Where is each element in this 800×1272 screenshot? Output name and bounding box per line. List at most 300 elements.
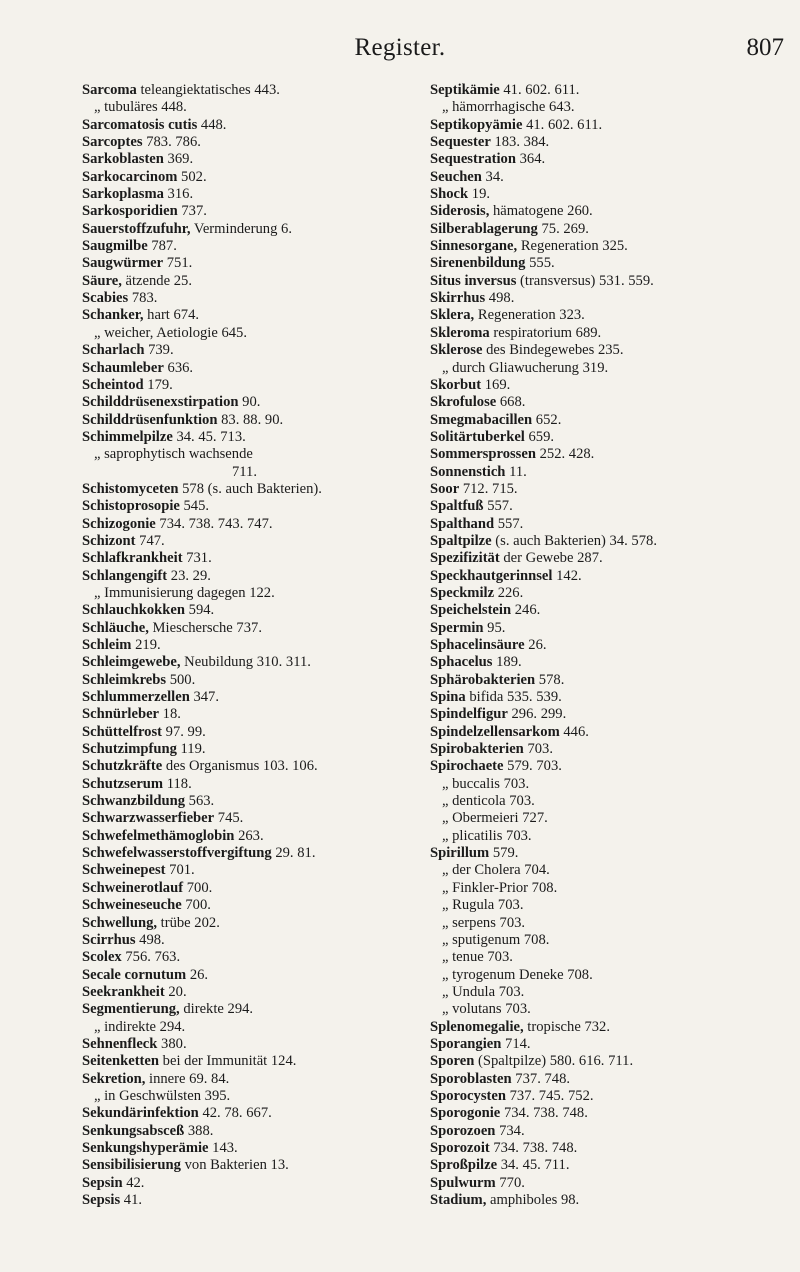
index-term: Sauerstoffzufuhr, xyxy=(82,220,191,237)
index-entry xyxy=(82,255,422,272)
index-entry xyxy=(82,325,422,342)
index-reference: (transversus) 531. 559. xyxy=(516,272,654,289)
index-term: Silberablagerung xyxy=(430,220,538,237)
index-reference: 18. xyxy=(159,706,181,723)
index-reference: 169. xyxy=(481,376,511,393)
index-term: Schutzkräfte xyxy=(82,758,163,775)
index-entry xyxy=(430,1036,790,1053)
index-term: Spulwurm xyxy=(430,1174,496,1191)
index-term: Skorbut xyxy=(430,376,482,393)
index-term: Senkungshyperämie xyxy=(82,1139,209,1156)
index-entry xyxy=(82,1019,422,1036)
index-reference: 75. 269. xyxy=(537,220,589,237)
index-reference: 183. 384. xyxy=(490,134,550,151)
index-entry xyxy=(430,273,790,290)
index-entry xyxy=(430,1053,790,1070)
index-reference: „ Immunisierung dagegen 122. xyxy=(94,584,275,601)
index-reference: 95. xyxy=(483,619,506,636)
index-reference: „ indirekte 294. xyxy=(94,1018,186,1035)
index-entry xyxy=(430,186,790,203)
index-term: Sepsin xyxy=(82,1174,123,1191)
index-term: Skrofulose xyxy=(430,394,497,411)
index-reference: 500. xyxy=(166,671,196,688)
index-entry xyxy=(430,1175,790,1192)
index-term: Senkungsabsceß xyxy=(82,1122,185,1139)
index-entry xyxy=(82,602,422,619)
index-entry xyxy=(82,412,422,429)
index-entry xyxy=(430,446,790,463)
index-entry xyxy=(430,377,790,394)
index-term: Schlummerzellen xyxy=(82,689,190,706)
index-reference: 179. xyxy=(143,376,173,393)
index-term: Skleroma xyxy=(430,324,490,341)
index-term: Septikämie xyxy=(430,82,500,98)
index-entry xyxy=(82,1157,422,1174)
index-term: Sklerose xyxy=(430,342,483,359)
index-reference: 42. xyxy=(122,1174,145,1191)
index-reference: 747. xyxy=(135,532,165,549)
index-entry xyxy=(430,342,790,359)
index-reference: 19. xyxy=(468,186,491,203)
index-term: Sporozoit xyxy=(430,1139,490,1156)
index-entry xyxy=(430,169,790,186)
index-reference: 364. xyxy=(515,151,546,168)
index-entry xyxy=(82,897,422,914)
index-term: Seitenketten xyxy=(82,1053,160,1070)
index-term: Schutzimpfung xyxy=(82,741,177,758)
index-term: Schizont xyxy=(82,532,136,549)
index-term: Sarcoptes xyxy=(82,134,143,151)
index-entry xyxy=(430,516,790,533)
index-entry xyxy=(82,862,422,879)
index-entry xyxy=(82,1175,422,1192)
index-reference: 119. xyxy=(176,741,206,758)
index-entry xyxy=(430,99,790,116)
index-entry xyxy=(430,793,790,810)
index-term: Sklera, xyxy=(430,307,475,324)
index-term: Spalthand xyxy=(430,515,495,532)
index-term: Schleim xyxy=(82,637,132,653)
index-entry xyxy=(82,758,422,775)
index-reference: innere 69. 84. xyxy=(145,1070,230,1087)
index-term: Schnürleber xyxy=(82,706,160,723)
index-entry xyxy=(82,498,422,515)
index-entry xyxy=(430,255,790,272)
index-term: Splenomegalie, xyxy=(430,1018,524,1035)
index-entry xyxy=(430,360,790,377)
index-reference: „ Obermeieri 727. xyxy=(442,810,548,827)
index-entry xyxy=(430,706,790,723)
index-reference: 668. xyxy=(496,394,526,411)
index-entry xyxy=(82,1071,422,1088)
index-term: Scharlach xyxy=(82,342,145,359)
index-entry xyxy=(82,169,422,186)
index-reference: 700. xyxy=(183,879,213,896)
index-reference: 737. xyxy=(177,203,207,220)
index-reference: 745. xyxy=(214,810,244,827)
index-reference: „ denticola 703. xyxy=(442,793,535,810)
index-reference: 787. xyxy=(147,238,177,255)
index-entry xyxy=(82,932,422,949)
index-reference: des Organismus 103. 106. xyxy=(162,758,318,775)
index-entry xyxy=(430,810,790,827)
index-entry xyxy=(82,828,422,845)
index-term: Septikopyämie xyxy=(430,116,523,133)
index-entry xyxy=(430,134,790,151)
index-reference: 263. xyxy=(234,827,264,844)
index-entry xyxy=(430,1192,790,1209)
index-term: Schutzserum xyxy=(82,775,164,792)
index-entry xyxy=(82,533,422,550)
index-term: Soor xyxy=(430,480,460,497)
index-term: Sommersprossen xyxy=(430,446,536,463)
index-reference: 594. xyxy=(185,602,215,619)
index-reference: 316. xyxy=(163,186,194,203)
index-reference: „ tenue 703. xyxy=(442,949,513,966)
index-reference: 41. 602. 611. xyxy=(522,116,603,133)
index-term: Spirobakterien xyxy=(430,741,524,758)
index-term: Saugmilbe xyxy=(82,238,148,255)
index-term: Sehnenfleck xyxy=(82,1035,158,1052)
index-reference: 578 (s. auch Bakterien). xyxy=(178,480,322,497)
index-term: Sporen xyxy=(430,1053,475,1070)
index-reference: 545. xyxy=(179,498,210,515)
index-term: Schüttelfrost xyxy=(82,723,162,740)
index-reference: 347. xyxy=(189,689,219,706)
index-entry xyxy=(430,1019,790,1036)
index-term: Spindelfigur xyxy=(430,706,508,723)
index-reference: „ tubuläres 448. xyxy=(94,99,187,116)
index-term: Sphärobakterien xyxy=(430,671,536,688)
index-term: Sarcomatosis cutis xyxy=(82,116,198,133)
index-entry xyxy=(82,1123,422,1140)
index-entry xyxy=(430,758,790,775)
index-reference: 446. xyxy=(559,723,589,740)
index-term: Solitärtuberkel xyxy=(430,428,525,445)
index-reference: „ weicher, Aetiologie 645. xyxy=(94,324,248,341)
index-reference: 388. xyxy=(184,1122,214,1139)
index-reference: 219. xyxy=(131,637,161,653)
index-term: Sarkosporidien xyxy=(82,203,178,220)
index-reference: 703. xyxy=(523,741,553,758)
index-reference: 555. xyxy=(525,255,555,272)
index-reference: „ buccalis 703. xyxy=(442,775,530,792)
index-entry xyxy=(82,845,422,862)
index-reference: 739. xyxy=(144,342,174,359)
index-term: Schläuche, xyxy=(82,619,149,636)
index-reference: „ sputigenum 708. xyxy=(442,931,550,948)
index-entry xyxy=(430,498,790,515)
index-entry xyxy=(430,550,790,567)
index-entry xyxy=(82,117,422,134)
index-entry xyxy=(82,706,422,723)
index-reference: trübe 202. xyxy=(157,914,220,931)
index-entry xyxy=(430,672,790,689)
index-entry xyxy=(430,1088,790,1105)
index-reference: 783. xyxy=(128,290,158,307)
index-term: Sinnesorgane, xyxy=(430,238,518,255)
index-term: Sphacelus xyxy=(430,654,493,671)
index-reference: „ Undula 703. xyxy=(442,983,525,1000)
index-entry xyxy=(430,637,790,654)
index-term: Stadium, xyxy=(430,1192,487,1208)
index-entry xyxy=(82,672,422,689)
index-term: Spaltfuß xyxy=(430,498,484,515)
index-reference: 34. 45. 711. xyxy=(497,1157,570,1174)
index-entry xyxy=(82,1105,422,1122)
index-entry xyxy=(82,880,422,897)
index-term: Smegmabacillen xyxy=(430,411,533,428)
index-term: Situs inversus xyxy=(430,272,517,289)
index-reference: 783. 786. xyxy=(142,134,201,151)
index-entry xyxy=(430,82,790,99)
index-reference: 498. xyxy=(135,931,165,948)
index-entry xyxy=(430,828,790,845)
index-column-right xyxy=(430,82,790,1209)
index-entry xyxy=(430,481,790,498)
index-term: Schweineseuche xyxy=(82,897,182,914)
index-term: Speckmilz xyxy=(430,584,495,601)
index-term: Sonnenstich xyxy=(430,463,506,480)
index-reference: Regeneration 323. xyxy=(474,307,585,324)
index-term: Schilddrüsenfunktion xyxy=(82,411,218,428)
index-reference: 83. 88. 90. xyxy=(217,411,284,428)
index-entry xyxy=(430,568,790,585)
index-entry xyxy=(82,151,422,168)
index-entry xyxy=(82,1053,422,1070)
index-entry xyxy=(430,845,790,862)
index-entry xyxy=(82,238,422,255)
index-term: Spermin xyxy=(430,619,484,636)
index-entry xyxy=(82,134,422,151)
index-entry xyxy=(430,585,790,602)
index-reference: 226. xyxy=(494,584,524,601)
index-term: Scheintod xyxy=(82,376,144,393)
index-term: Sequester xyxy=(430,134,491,151)
index-reference: ätzende 25. xyxy=(121,272,192,289)
index-entry xyxy=(82,307,422,324)
index-entry xyxy=(82,377,422,394)
page-number: 807 xyxy=(746,34,784,61)
index-entry xyxy=(430,394,790,411)
index-entry xyxy=(82,776,422,793)
index-reference: 498. xyxy=(485,290,515,307)
index-entry xyxy=(82,516,422,533)
index-reference: Neubildung 310. 311. xyxy=(180,654,311,671)
index-entry xyxy=(430,1157,790,1174)
index-term: Schlafkrankheit xyxy=(82,550,183,567)
index-entry xyxy=(430,1140,790,1157)
index-reference: 11. xyxy=(505,463,527,480)
index-reference: „ serpens 703. xyxy=(442,914,526,931)
index-entry xyxy=(82,620,422,637)
index-reference: 734. 738. 743. 747. xyxy=(155,515,273,532)
index-reference: bifida 535. 539. xyxy=(465,689,562,706)
index-entry xyxy=(430,741,790,758)
index-reference: bei der Immunität 124. xyxy=(159,1053,297,1070)
index-reference: 563. xyxy=(185,793,215,810)
index-entry xyxy=(430,620,790,637)
index-reference: „ der Cholera 704. xyxy=(442,862,550,879)
index-reference: der Gewebe 287. xyxy=(499,550,603,567)
index-entry xyxy=(82,186,422,203)
index-term: Schlangengift xyxy=(82,567,168,584)
index-entry xyxy=(430,533,790,550)
index-reference: 652. xyxy=(532,411,562,428)
index-entry xyxy=(430,897,790,914)
index-term: Skirrhus xyxy=(430,290,486,307)
index-reference: 380. xyxy=(157,1035,187,1052)
index-entry xyxy=(430,1105,790,1122)
index-entry xyxy=(430,464,790,481)
index-entry xyxy=(82,481,422,498)
index-reference: Regeneration 325. xyxy=(517,238,628,255)
index-reference: tropische 732. xyxy=(523,1018,610,1035)
index-reference: des Bindegewebes 235. xyxy=(482,342,624,359)
index-entry xyxy=(82,1088,422,1105)
index-column-left xyxy=(82,82,422,1209)
index-entry xyxy=(82,99,422,116)
index-entry xyxy=(430,776,790,793)
index-term: Seekrankheit xyxy=(82,983,165,1000)
index-term: Saugwürmer xyxy=(82,255,164,272)
index-term: Scirrhus xyxy=(82,931,136,948)
index-reference: 34. xyxy=(481,168,504,185)
index-reference: „ Finkler-Prior 708. xyxy=(442,879,558,896)
index-entry xyxy=(430,290,790,307)
index-entry xyxy=(82,654,422,671)
index-reference: 142. xyxy=(552,567,582,584)
index-reference: hämatogene 260. xyxy=(489,203,593,220)
index-entry xyxy=(82,1036,422,1053)
index-term: Spaltpilze xyxy=(430,532,492,549)
index-reference: 751. xyxy=(163,255,193,272)
index-reference: 714. xyxy=(501,1035,531,1052)
index-reference: 636. xyxy=(163,359,194,376)
index-reference: hart 674. xyxy=(143,307,200,324)
index-term: Sekundärinfektion xyxy=(82,1105,199,1122)
index-reference: 246. xyxy=(511,602,541,619)
index-reference: 448. xyxy=(197,116,227,133)
index-reference: 711. xyxy=(232,463,257,480)
index-term: Sarkoblasten xyxy=(82,151,164,168)
index-reference: „ plicatilis 703. xyxy=(442,827,532,844)
index-term: Siderosis, xyxy=(430,203,490,220)
index-entry xyxy=(82,394,422,411)
index-reference: 20. xyxy=(164,983,187,1000)
index-term: Sporozoen xyxy=(430,1122,496,1139)
index-reference: direkte 294. xyxy=(179,1001,254,1018)
index-reference: 701. xyxy=(165,862,195,879)
index-term: Speckhautgerinnsel xyxy=(430,567,553,584)
index-term: Schimmelpilze xyxy=(82,428,173,445)
index-term: Sporangien xyxy=(430,1035,502,1052)
index-term: Sequestration xyxy=(430,151,516,168)
index-reference: 90. xyxy=(238,394,261,411)
index-entry xyxy=(430,654,790,671)
index-entry xyxy=(82,446,422,463)
index-entry xyxy=(430,915,790,932)
index-term: Sarcoma xyxy=(82,82,137,98)
index-reference: 41. 602. 611. xyxy=(499,82,580,98)
index-term: Schanker, xyxy=(82,307,144,324)
index-reference: „ volutans 703. xyxy=(442,1001,531,1018)
index-term: Sphacelinsäure xyxy=(430,637,525,653)
index-reference: 659. xyxy=(524,428,555,445)
index-reference: 34. 45. 713. xyxy=(172,428,246,445)
index-reference: 26. xyxy=(186,966,209,983)
index-reference: 29. 81. xyxy=(271,845,316,862)
index-reference: 734. 738. 748. xyxy=(500,1105,588,1122)
index-reference: 770. xyxy=(495,1174,525,1191)
index-term: Sporogonie xyxy=(430,1105,501,1122)
index-entry xyxy=(82,360,422,377)
index-entry xyxy=(430,429,790,446)
index-term: Schweinerotlauf xyxy=(82,879,184,896)
page-header xyxy=(0,0,800,72)
index-term: Sporocysten xyxy=(430,1087,506,1104)
index-entry xyxy=(430,238,790,255)
index-entry xyxy=(430,880,790,897)
index-reference: 734. 738. 748. xyxy=(489,1139,578,1156)
index-reference: „ saprophytisch wachsende xyxy=(94,446,253,463)
index-entry xyxy=(82,429,422,446)
index-term: Schistomyceten xyxy=(82,480,179,497)
index-entry xyxy=(82,585,422,602)
index-reference: 502. xyxy=(177,168,207,185)
index-term: Schwarzwasserfieber xyxy=(82,810,215,827)
index-term: Schaumleber xyxy=(82,359,164,376)
index-reference: „ hämorrhagische 643. xyxy=(442,99,575,116)
index-reference: (s. auch Bakterien) 34. 578. xyxy=(491,532,657,549)
index-reference: 189. xyxy=(492,654,522,671)
index-entry xyxy=(430,967,790,984)
index-entry xyxy=(430,151,790,168)
index-reference: Verminderung 6. xyxy=(190,220,292,237)
index-term: Schweinepest xyxy=(82,862,166,879)
index-term: Sporoblasten xyxy=(430,1070,512,1087)
index-reference: 700. xyxy=(181,897,211,914)
index-entry xyxy=(430,724,790,741)
index-term: Sepsis xyxy=(82,1192,121,1208)
index-entry xyxy=(82,637,422,654)
index-term: Segmentierung, xyxy=(82,1001,180,1018)
index-entry xyxy=(430,984,790,1001)
index-entry xyxy=(430,932,790,949)
index-reference: 712. 715. xyxy=(459,480,518,497)
index-reference: 252. 428. xyxy=(535,446,595,463)
index-entry xyxy=(430,689,790,706)
index-entry xyxy=(82,1140,422,1157)
index-reference: (Spaltpilze) 580. 616. 711. xyxy=(474,1053,634,1070)
index-term: Spindelzellensarkom xyxy=(430,723,560,740)
index-entry xyxy=(430,221,790,238)
index-reference: „ in Geschwülsten 395. xyxy=(94,1087,231,1104)
index-entry xyxy=(430,1071,790,1088)
index-term: Sarkoplasma xyxy=(82,186,164,203)
index-reference: 97. 99. xyxy=(162,723,206,740)
index-term: Secale cornutum xyxy=(82,966,187,983)
index-reference: „ Rugula 703. xyxy=(442,897,524,914)
index-term: Sekretion, xyxy=(82,1070,146,1087)
index-entry xyxy=(430,949,790,966)
index-reference: 296. 299. xyxy=(507,706,567,723)
index-term: Seuchen xyxy=(430,168,482,185)
index-entry xyxy=(430,1123,790,1140)
index-entry xyxy=(82,810,422,827)
index-entry xyxy=(430,203,790,220)
index-entry xyxy=(82,949,422,966)
